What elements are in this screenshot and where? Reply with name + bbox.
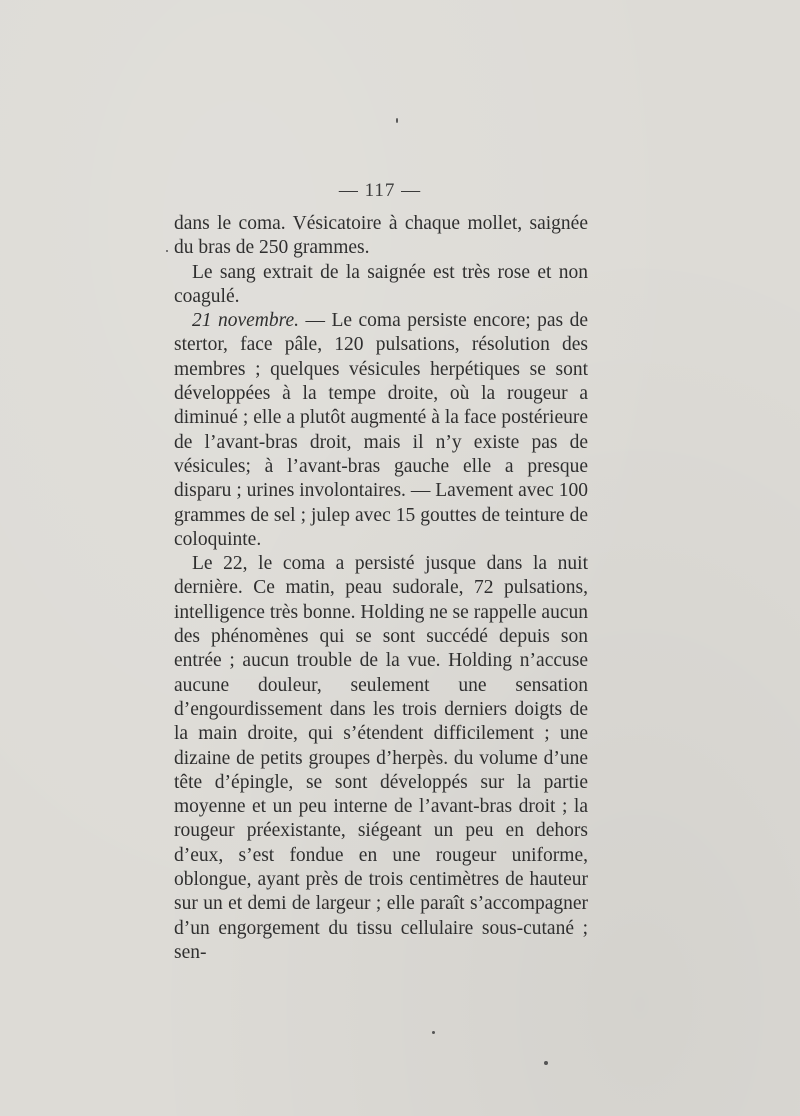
paper-speck xyxy=(544,1061,548,1065)
paper-speck xyxy=(432,1031,435,1034)
paragraph: dans le coma. Vésicatoire à chaque mollet, saignée du bras de 250 grammes. xyxy=(174,213,588,259)
paragraph-text: — Le coma persiste encore; pas de stertor, face pâle, 120 pulsations, résolution des membres ; quelques vésicules herpétiques se sont développées à la tempe droite, où la rougeur a diminué ; elle a plutôt augmenté à la face postérieure de l’avant-bras droit, mais il n’y existe pas de vésicules; à l’avant-bras gauche elle a presque disparu ; urines involontaires. — Lavement avec 100 grammes de sel ; julep avec 15 gouttes de teinture de coloquinte. xyxy=(174,310,588,550)
body-text xyxy=(174,212,588,965)
paragraph: Le 22, le coma a persisté jusque dans la nuit dernière. Ce matin, peau sudorale, 72 pulsations, intelligence très bonne. Holding ne se rappelle aucun des phénomènes qui se sont succédé depuis son entrée ; aucun trouble de la vue. Holding n’accuse aucune douleur, seulement une sensation d’engourdissement dans les trois derniers doigts de la main droite, qui s’étendent difficilement ; une dizaine de petits groupes d’herpès. du volume d’une tête d’épingle, se sont développés sur la partie moyenne et un peu interne de l’avant-bras droit ; la rougeur préexistante, siégeant un peu en dehors d’eux, s’est fondue en une rougeur uniforme, oblongue, ayant près de trois centimètres de hauteur sur un et demi de largeur ; elle paraît s’accompagner d’un engorgement du tissu cellulaire sous-cutané ; sen- xyxy=(174,553,588,963)
paper-speck xyxy=(396,118,398,123)
paragraph xyxy=(174,309,588,552)
paragraph: Le sang extrait de la saignée est très rose et non coagulé. xyxy=(174,261,588,307)
date-heading: 21 novembre. xyxy=(192,310,300,332)
page-number: — 117 — xyxy=(338,180,422,201)
paper-speck xyxy=(166,250,168,252)
